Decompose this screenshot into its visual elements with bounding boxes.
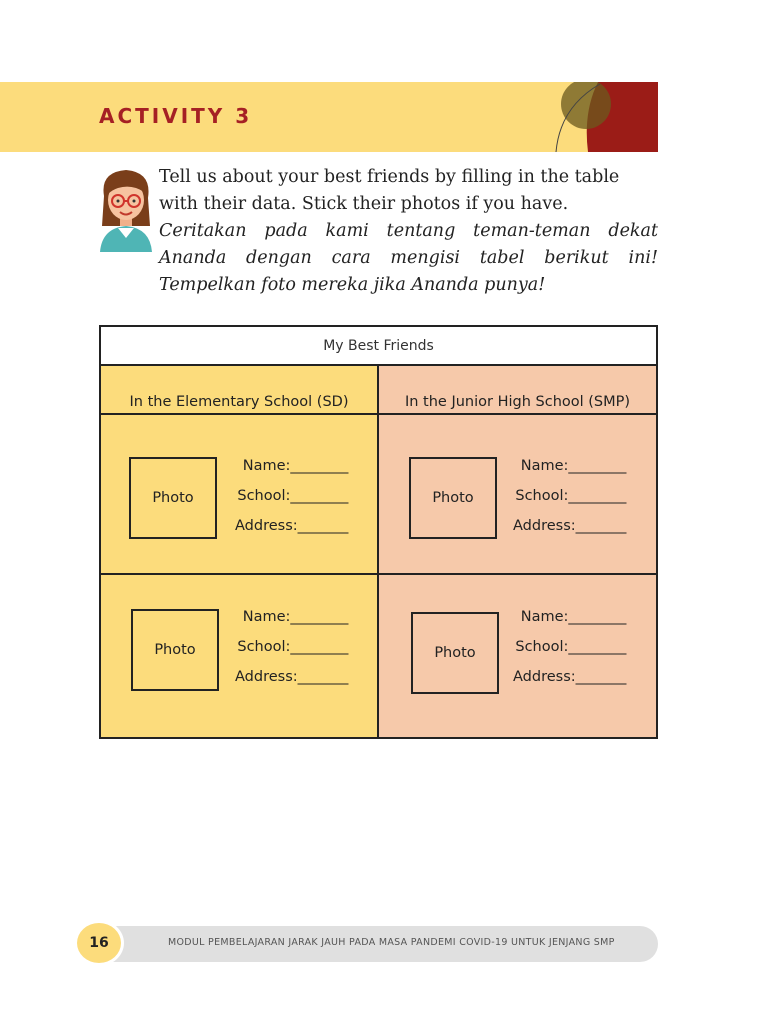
teacher-avatar-icon <box>96 166 156 252</box>
friend-entry <box>101 415 377 575</box>
friend-entry <box>101 575 377 737</box>
instructions-english: Tell us about your best friends by filling in the table with their data. Stick their photos if you have. <box>159 167 620 214</box>
column-junior-high <box>379 366 656 737</box>
friend-fields <box>235 602 348 692</box>
address-field[interactable]: Address:_______ <box>513 669 627 685</box>
column-header-elementary: In the Elementary School (SD) <box>101 366 377 415</box>
name-field[interactable]: Name:________ <box>242 458 349 474</box>
name-field[interactable]: Name:________ <box>520 458 627 474</box>
address-field[interactable]: Address:_______ <box>513 518 627 534</box>
name-field[interactable]: Name:________ <box>520 609 627 625</box>
friend-entry <box>379 415 656 575</box>
photo-box[interactable]: Photo <box>411 612 499 694</box>
activity-title: ACTIVITY 3 <box>99 104 253 128</box>
instructions <box>159 164 658 299</box>
name-field[interactable]: Name:________ <box>242 609 349 625</box>
school-field[interactable]: School:________ <box>237 488 349 504</box>
banner-decoration <box>548 82 658 152</box>
photo-box[interactable]: Photo <box>129 457 217 539</box>
photo-box[interactable]: Photo <box>409 457 497 539</box>
page-number: 16 <box>74 920 124 966</box>
friend-fields <box>513 602 626 692</box>
column-elementary <box>101 366 379 737</box>
table-title: My Best Friends <box>101 327 656 366</box>
friend-fields <box>235 451 348 541</box>
address-field[interactable]: Address:_______ <box>235 669 349 685</box>
instructions-indonesian: Ceritakan pada kami tentang teman-teman dekat Ananda dengan cara mengisi tabel berikut ini! Tempelkan foto mereka jika Ananda punya! <box>159 221 658 295</box>
address-field[interactable]: Address:_______ <box>235 518 349 534</box>
school-field[interactable]: School:________ <box>515 639 627 655</box>
friend-fields <box>513 451 626 541</box>
column-header-junior-high: In the Junior High School (SMP) <box>379 366 656 415</box>
school-field[interactable]: School:________ <box>237 639 349 655</box>
school-field[interactable]: School:________ <box>515 488 627 504</box>
footer-text: MODUL PEMBELAJARAN JARAK JAUH PADA MASA PANDEMI COVID-19 UNTUK JENJANG SMP <box>168 937 615 948</box>
best-friends-table <box>99 325 658 739</box>
photo-box[interactable]: Photo <box>131 609 219 691</box>
friend-entry <box>379 575 656 737</box>
